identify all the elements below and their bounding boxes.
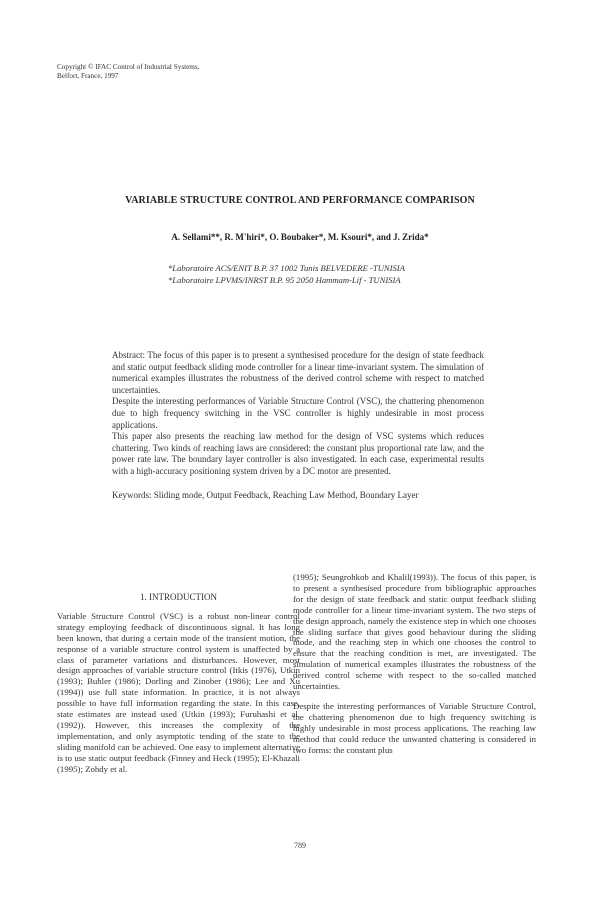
abstract-paragraph: Abstract: The focus of this paper is to present a synthesised procedure for the design of state feedback and static output feedback sliding mode controller for a linear time-invariant system. The simulation of numerical examples illustrates the robustness of the derived control scheme with respect to matched uncertainties. [112,350,484,395]
abstract-paragraph: Despite the interesting performances of Variable Structure Control (VSC), the chattering phenomenon due to high frequency switching in the VSC controller is highly undesirable in most process applications. [112,396,484,430]
body-paragraph: (1995); Seungrohkob and Khalil(1993)). The focus of this paper, is to present a synthesised procedure from bibliographic approaches for the design of state feedback and static output feedback sliding mode controller for a linear time-invariant system. The two steps of the design approach, namely the existence step in which one chooses the sliding surface that gives good behaviour during the sliding mode, and the reaching step in which one chooses the control to ensure that the reaching condition is met, are investigated. The simulation of numerical examples illustrates the robustness of the derived control scheme with respect to the so-called matched uncertainties. [293,572,536,692]
copyright-notice [57,63,200,80]
section-heading: 1. INTRODUCTION [140,592,217,602]
right-column [293,572,536,756]
keywords: Keywords: Sliding mode, Output Feedback, Reaching Law Method, Boundary Layer [112,490,419,500]
copyright-line: Belfort, France, 1997 [57,71,119,80]
author-list: A. Sellami**, R. M'hiri*, O. Boubaker*, M. Ksouri*, and J. Zrida* [171,232,429,242]
body-paragraph: Despite the interesting performances of Variable Structure Control, the chattering phenomenon due to high frequency switching is highly undesirable in most process applications. The reaching law method that could reduce the unwanted chattering is considered in two forms: the constant plus [293,700,536,755]
affiliation: *Laboratoire ACS/ENIT B.P. 37 1002 Tunis BELVEDERE -TUNISIA [168,263,405,273]
abstract-paragraph: This paper also presents the reaching law method for the design of VSC systems which reduces chattering. Two kinds of reaching laws are considered: the constant plus proportional rate law, and the power rate law. The boundary layer controller is also investigated. In each case, experimental results with a high-accuracy positioning system driven by a DC motor are presented. [112,431,484,476]
paper-title: VARIABLE STRUCTURE CONTROL AND PERFORMANCE COMPARISON [125,195,475,206]
page-number: 789 [294,841,306,850]
body-paragraph: Variable Structure Control (VSC) is a robust non-linear control strategy employing feedback of discontinuous signal. It has long been known, that during a certain mode of the transient motion, the response of a variable structure control system is unaffected by a class of parameter variations and disturbances. However, most design approaches of variable structure control (Itkis (1976), Utkin (1993); Buhler (1986); Dorling and Zinober (1986); Lee and Xu (1994)) use full state information. In practice, it is not always possible to have full information regarding the state. In this case, state estimates are instead used (Utkin (1993); Furuhashi et al. (1992)). However, this increases the complexity of the implementation, and only asymptotic tending of the state to the sliding manifold can be achieved. One easy to implement alternative is to use static output feedback (Finney and Heck (1995); El-Khazali (1995); Zohdy et al. [57,610,300,774]
abstract [112,350,484,478]
copyright-line: Copyright © IFAC Control of Industrial Systems, [57,63,200,71]
left-column [57,592,300,775]
affiliation: *Laboratoire LPVMS/INRST B.P. 95 2050 Hammam-Lif - TUNISIA [168,275,401,285]
